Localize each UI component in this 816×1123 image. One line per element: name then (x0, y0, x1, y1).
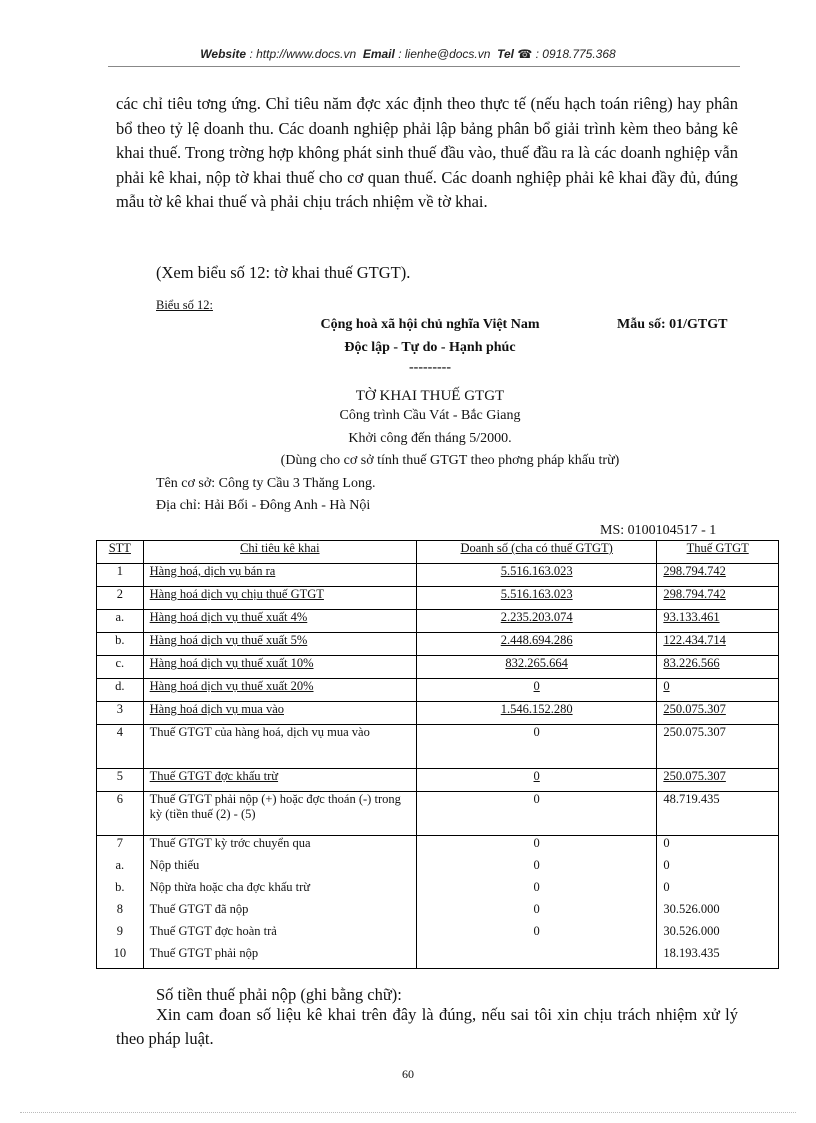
period: Khởi công đến tháng 5/2000. (348, 431, 512, 446)
row-item: Hàng hoá dịch vụ thuế xuất 5% (143, 633, 416, 656)
row-stt: b. (97, 633, 144, 656)
row-tax: 18.193.435 (657, 946, 779, 969)
table-row (97, 858, 779, 880)
website-label: Website (200, 47, 247, 61)
motto: Độc lập - Tự do - Hạnh phúc (344, 340, 516, 355)
table-row (97, 725, 779, 769)
row-tax: 250.075.307 (657, 725, 779, 769)
row-stt: 1 (97, 564, 144, 587)
row-tax: 83.226.566 (657, 656, 779, 679)
tax-id: MS: 0100104517 - 1 (600, 523, 717, 538)
table-row (97, 836, 779, 859)
row-stt: b. (97, 880, 144, 902)
row-revenue: 0 (416, 902, 656, 924)
row-item: Thuế GTGT đợc khấu trừ (143, 769, 416, 792)
row-revenue: 0 (416, 725, 656, 769)
row-item: Hàng hoá dịch vụ mua vào (143, 702, 416, 725)
row-stt: d. (97, 679, 144, 702)
row-revenue: 0 (416, 880, 656, 902)
table-row (97, 633, 779, 656)
row-revenue: 832.265.664 (416, 656, 656, 679)
table-row (97, 679, 779, 702)
row-item: Thuế GTGT phải nộp (+) hoặc đợc thoán (-) trong kỳ (tiền thuế (2) - (5) (143, 792, 416, 836)
row-item: Thuế GTGT của hàng hoá, dịch vụ mua vào (143, 725, 416, 769)
row-item: Hàng hoá dịch vụ thuế xuất 4% (143, 610, 416, 633)
row-tax: 30.526.000 (657, 902, 779, 924)
row-revenue: 0 (416, 924, 656, 946)
email-label: Email (362, 47, 395, 61)
row-item: Hàng hoá dịch vụ chịu thuế GTGT (143, 587, 416, 610)
table-row (97, 610, 779, 633)
row-stt: a. (97, 610, 144, 633)
tel-label: Tel (497, 47, 514, 61)
row-revenue: 0 (416, 836, 656, 859)
row-revenue: 5.516.163.023 (416, 587, 656, 610)
row-stt: 8 (97, 902, 144, 924)
table-row (97, 902, 779, 924)
row-stt: 9 (97, 924, 144, 946)
row-tax: 30.526.000 (657, 924, 779, 946)
form-title: TỜ KHAI THUẾ GTGT (355, 388, 505, 404)
row-item: Hàng hoá, dịch vụ bán ra (143, 564, 416, 587)
row-item: Nộp thừa hoặc cha đợc khấu trừ (143, 880, 416, 902)
table-row (97, 656, 779, 679)
table-row (97, 702, 779, 725)
header-tax: Thuế GTGT (657, 541, 779, 564)
table-row (97, 769, 779, 792)
row-tax: 250.075.307 (657, 702, 779, 725)
website-value: : http://www.docs.vn (249, 47, 357, 61)
row-revenue: 0 (416, 858, 656, 880)
amount-in-words: Số tiền thuế phải nộp (ghi bằng chữ): (156, 985, 402, 1004)
row-stt: 2 (97, 587, 144, 610)
row-revenue: 2.448.694.286 (416, 633, 656, 656)
header-stt: STT (97, 541, 144, 564)
table-header-row (97, 541, 779, 564)
row-revenue: 0 (416, 679, 656, 702)
row-revenue: 2.235.203.074 (416, 610, 656, 633)
page-header (0, 47, 816, 61)
row-tax: 298.794.742 (657, 564, 779, 587)
row-tax: 48.719.435 (657, 792, 779, 836)
table-row (97, 924, 779, 946)
row-stt: 7 (97, 836, 144, 859)
row-item: Hàng hoá dịch vụ thuế xuất 10% (143, 656, 416, 679)
divider-text: --------- (409, 360, 451, 375)
row-item: Thuế GTGT đã nộp (143, 902, 416, 924)
table-row (97, 564, 779, 587)
row-item: Thuế GTGT phải nộp (143, 946, 416, 969)
row-stt: 3 (97, 702, 144, 725)
row-revenue: 0 (416, 769, 656, 792)
row-tax: 298.794.742 (657, 587, 779, 610)
row-item: Thuế GTGT đợc hoàn trả (143, 924, 416, 946)
country-name: Cộng hoà xã hội chủ nghĩa Việt Nam (320, 317, 540, 332)
tax-declaration-table (96, 540, 779, 969)
entity-name: Tên cơ sở: Công ty Cầu 3 Thăng Long. (156, 476, 376, 491)
intro-paragraph: các chỉ tiêu tơng ứng. Chỉ tiêu năm đợc xác định theo thực tế (nếu hạch toán riêng) hay phân bổ theo tỷ lệ doanh thu. Các doanh nghiệp phải lập bảng phân bổ giải trình kèm theo bảng kê khai thuế. Trong trờng hợp không phát sinh thuế đầu vào, thuế đầu ra là các doanh nghiệp vẫn phải kê khai, nộp tờ khai thuế cho cơ quan thuế. Các doanh nghiệp phải kê khai đầy đủ, đúng mẫu tờ kê khai thuế và phải chịu trách nhiệm về tờ khai. (116, 94, 738, 211)
table-row (97, 792, 779, 836)
table-row (97, 946, 779, 969)
row-stt: c. (97, 656, 144, 679)
row-tax: 93.133.461 (657, 610, 779, 633)
row-item: Nộp thiếu (143, 858, 416, 880)
table-row (97, 880, 779, 902)
row-revenue: 5.516.163.023 (416, 564, 656, 587)
row-tax: 250.075.307 (657, 769, 779, 792)
reference-note: (Xem biểu số 12: tờ khai thuế GTGT). (156, 263, 411, 282)
header-divider (108, 66, 740, 67)
row-stt: 6 (97, 792, 144, 836)
email-value: : lienhe@docs.vn (398, 47, 491, 61)
row-revenue: 1.546.152.280 (416, 702, 656, 725)
row-stt: a. (97, 858, 144, 880)
row-tax: 0 (657, 880, 779, 902)
row-tax: 0 (657, 679, 779, 702)
row-tax: 122.434.714 (657, 633, 779, 656)
page-number: 60 (402, 1067, 414, 1081)
row-revenue: 0 (416, 792, 656, 836)
bottom-divider (20, 1112, 796, 1113)
row-item: Thuế GTGT kỳ trớc chuyển qua (143, 836, 416, 859)
form-code: Mẫu số: 01/GTGT (617, 317, 728, 332)
tel-value: ☎ : 0918.775.368 (517, 47, 616, 61)
project-name: Công trình Cầu Vát - Bắc Giang (339, 408, 521, 423)
header-item: Chỉ tiêu kê khai (143, 541, 416, 564)
declaration: Xin cam đoan số liệu kê khai trên đây là đúng, nếu sai tôi xin chịu trách nhiệm xử lý theo pháp luật. (116, 1005, 738, 1048)
row-tax: 0 (657, 836, 779, 859)
form-label: Biểu số 12: (156, 298, 213, 312)
row-revenue (416, 946, 656, 969)
row-stt: 4 (97, 725, 144, 769)
row-stt: 10 (97, 946, 144, 969)
table-row (97, 587, 779, 610)
usage-note: (Dùng cho cơ sở tính thuế GTGT theo phơng pháp khấu trừ) (280, 453, 620, 468)
entity-address: Địa chỉ: Hải Bối - Đông Anh - Hà Nội (156, 498, 371, 513)
header-revenue: Doanh số (cha có thuế GTGT) (416, 541, 656, 564)
row-item: Hàng hoá dịch vụ thuế xuất 20% (143, 679, 416, 702)
row-stt: 5 (97, 769, 144, 792)
row-tax: 0 (657, 858, 779, 880)
